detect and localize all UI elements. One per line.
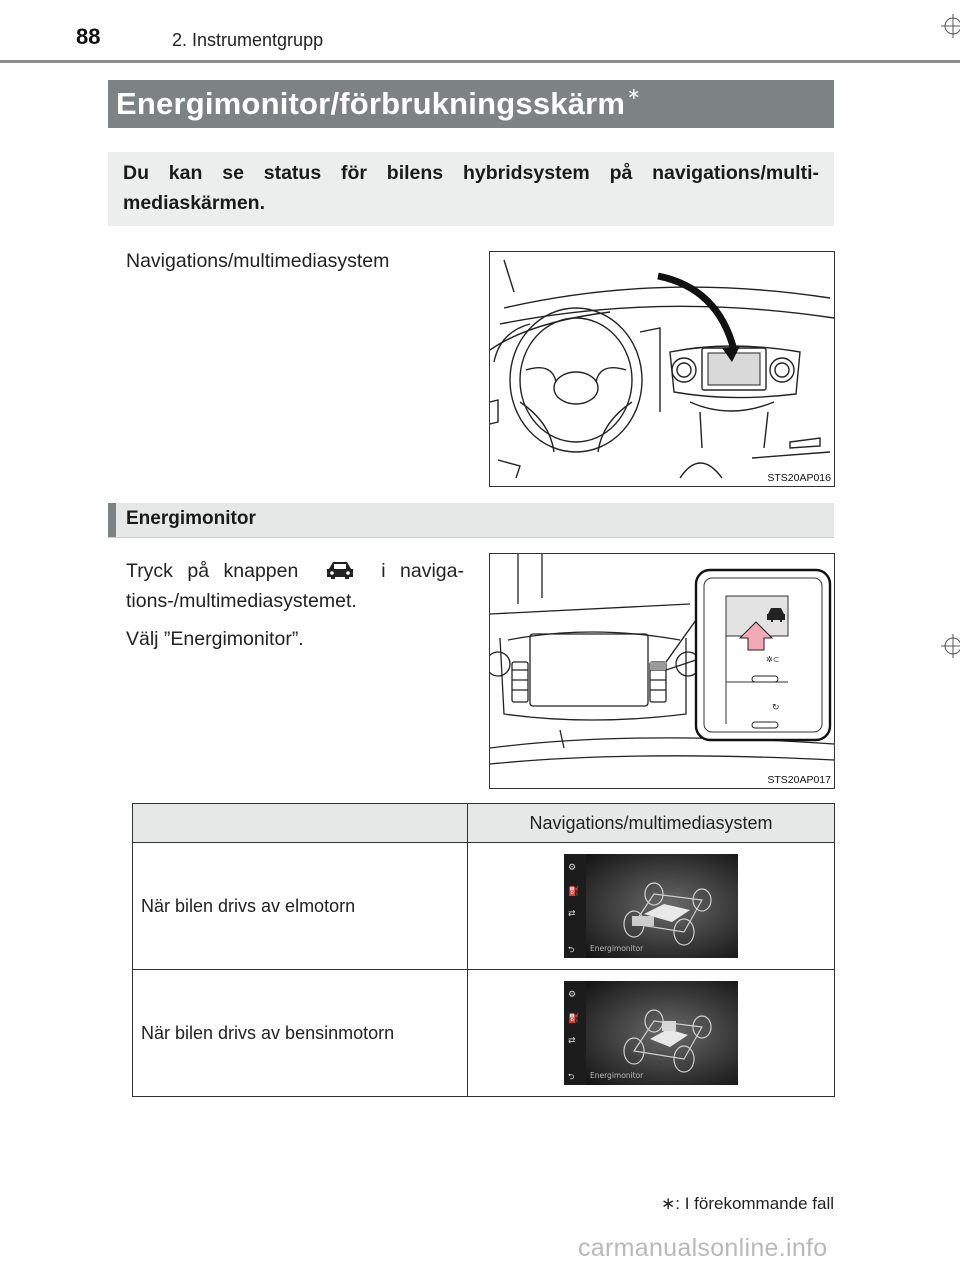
section-header — [108, 503, 834, 538]
table-cell-screen — [468, 970, 835, 1097]
energy-monitor-table — [132, 803, 835, 1097]
chapter-title: 2. Instrumentgrupp — [172, 30, 324, 50]
footnote: ∗: I förekommande fall — [661, 1194, 834, 1213]
table-row — [133, 843, 835, 970]
page-number: 88 — [76, 24, 101, 49]
svg-text:↻: ↻ — [772, 703, 780, 713]
page-title-bar — [108, 80, 834, 128]
energy-screen-electric — [564, 854, 738, 958]
table-header-cell — [133, 804, 468, 843]
watermark: carmanualsonline.info — [578, 1234, 828, 1262]
svg-text:⚙: ⚙ — [568, 990, 577, 1000]
table-row — [133, 970, 835, 1097]
headunit-figure — [489, 553, 835, 789]
figure-code: STS20AP017 — [767, 774, 831, 786]
section-accent — [108, 503, 116, 537]
svg-text:⮌: ⮌ — [568, 1072, 575, 1081]
dashboard-illustration — [490, 252, 834, 486]
table-header-cell: Navigations/multimediasystem — [468, 804, 835, 843]
svg-text:⛽: ⛽ — [568, 887, 580, 897]
system-label: Navigations/multimediasystem — [126, 250, 390, 272]
car-icon — [325, 559, 355, 581]
svg-text:⮌: ⮌ — [568, 945, 575, 954]
svg-text:⇄: ⇄ — [568, 909, 576, 919]
page-title: Energimonitor/förbrukningsskärm ∗ — [116, 85, 641, 121]
svg-text:⚙: ⚙ — [568, 863, 577, 873]
table-cell-label: När bilen drivs av elmotorn — [133, 843, 468, 970]
table-cell-screen — [468, 843, 835, 970]
section-title: Energimonitor — [126, 508, 256, 529]
figure-code: STS20AP016 — [767, 472, 831, 484]
screen-caption: Energimonitor — [590, 1071, 644, 1080]
table-cell-label: När bilen drivs av bensinmotorn — [133, 970, 468, 1097]
screen-caption: Energimonitor — [590, 944, 644, 953]
crop-mark-icon — [941, 634, 960, 658]
table-header-row — [133, 804, 835, 843]
dashboard-figure — [489, 251, 835, 487]
intro-box — [108, 152, 834, 226]
svg-text:⇄: ⇄ — [568, 1036, 576, 1046]
headunit-illustration — [490, 554, 834, 788]
intro-text: Du kan se status för bilens hybridsystem på navigations/multi-mediaskärmen. — [123, 162, 819, 214]
crop-mark-icon — [941, 14, 960, 38]
header-rule — [0, 60, 960, 63]
instruction-text: Tryck på knappen i naviga-tions-/multimediasystemet. — [126, 560, 464, 612]
energy-screen-petrol — [564, 981, 738, 1085]
svg-text:✲⊂: ✲⊂ — [766, 655, 780, 664]
footnote-marker: ∗ — [627, 85, 641, 103]
svg-text:⛽: ⛽ — [568, 1014, 580, 1024]
instruction-step-2: Välj ”Energimonitor”. — [126, 628, 304, 650]
